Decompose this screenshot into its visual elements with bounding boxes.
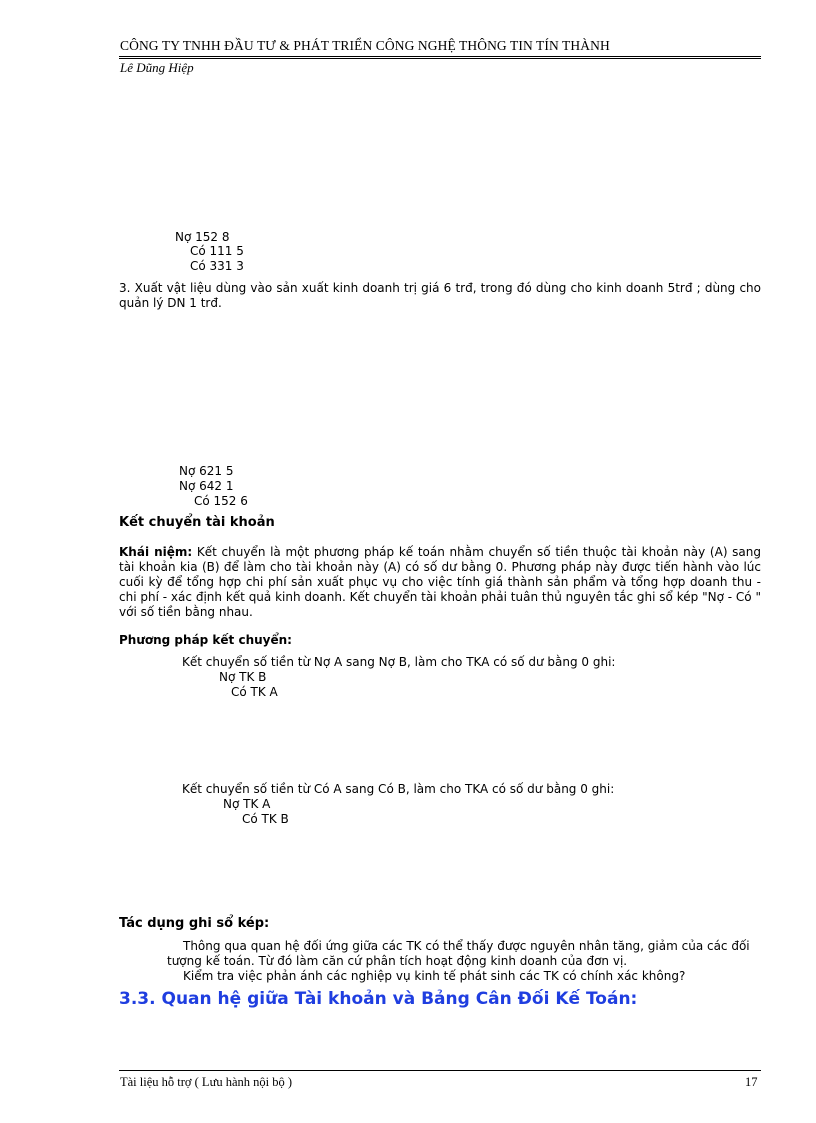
transfer-concept xyxy=(119,545,761,620)
entry1-debit: Nợ 152 8 xyxy=(175,230,230,244)
entry2-credit: Có 152 6 xyxy=(194,494,248,508)
method-heading: Phương pháp kết chuyển: xyxy=(119,633,292,647)
concept-label: Khái niệm: xyxy=(119,545,193,559)
header-company: CÔNG TY TNHH ĐẦU TƯ & PHÁT TRIỂN CÔNG NGHỆ THÔNG TIN TÍN THÀNH xyxy=(120,38,610,53)
case2-text: Kết chuyển số tiền từ Có A sang Có B, làm cho TKA có số dư bằng 0 ghi: xyxy=(182,782,615,796)
concept-text: Kết chuyển là một phương pháp kế toán nhằm chuyển số tiền thuộc tài khoản này (A) sang tài khoản kia (B) để làm cho tài khoản này (A) có số dư bằng 0. Phương pháp này được tiến hành vào lúc cuối kỳ để tổng hợp chi phí sản xuất phục vụ cho việc tính giá thành sản phẩm và tổng hợp doanh thu - chi phí - xác định kết quả kinh doanh. Kết chuyển tài khoản phải tuân thủ nguyên tắc ghi sổ kép "Nợ - Có " với số tiền bằng nhau. xyxy=(119,545,762,619)
case2-credit: Có TK B xyxy=(242,812,289,826)
effect-line-1: Thông qua quan hệ đối ứng giữa các TK có thể thấy được nguyên nhân tăng, giảm của các đối xyxy=(183,939,750,953)
footer-text: Tài liệu hỗ trợ ( Lưu hành nội bộ ) xyxy=(120,1075,293,1089)
effect-line-2: tượng kế toán. Từ đó làm căn cứ phân tích hoạt động kinh doanh của đơn vị. xyxy=(167,954,628,968)
case1-text: Kết chuyển số tiền từ Nợ A sang Nợ B, làm cho TKA có số dư bằng 0 ghi: xyxy=(182,655,616,669)
header-author: Lê Dũng Hiệp xyxy=(120,60,194,75)
page-number: 17 xyxy=(745,1075,758,1089)
footer-rule xyxy=(119,1070,761,1071)
section-title: 3.3. Quan hệ giữa Tài khoản và Bảng Cân Đối Kế Toán: xyxy=(119,989,638,1009)
transfer-heading: Kết chuyển tài khoản xyxy=(119,515,275,530)
effect-line-3: Kiểm tra việc phản ánh các nghiệp vụ kinh tế phát sinh các TK có chính xác không? xyxy=(183,969,686,983)
header-rule xyxy=(119,56,761,57)
entry1-credit-1: Có 111 5 xyxy=(190,244,244,258)
case1-debit: Nợ TK B xyxy=(219,670,267,684)
case2-debit: Nợ TK A xyxy=(223,797,271,811)
entry2-debit-2: Nợ 642 1 xyxy=(179,479,234,493)
entry2-debit-1: Nợ 621 5 xyxy=(179,464,234,478)
item3-text: 3. Xuất vật liệu dùng vào sản xuất kinh doanh trị giá 6 trđ, trong đó dùng cho kinh doanh 5trđ ; dùng cho quản lý DN 1 trđ. xyxy=(119,281,761,310)
case1-credit: Có TK A xyxy=(231,685,278,699)
header-rule-double xyxy=(119,58,761,59)
entry1-credit-2: Có 331 3 xyxy=(190,259,244,273)
effect-heading: Tác dụng ghi sổ kép: xyxy=(119,916,270,931)
